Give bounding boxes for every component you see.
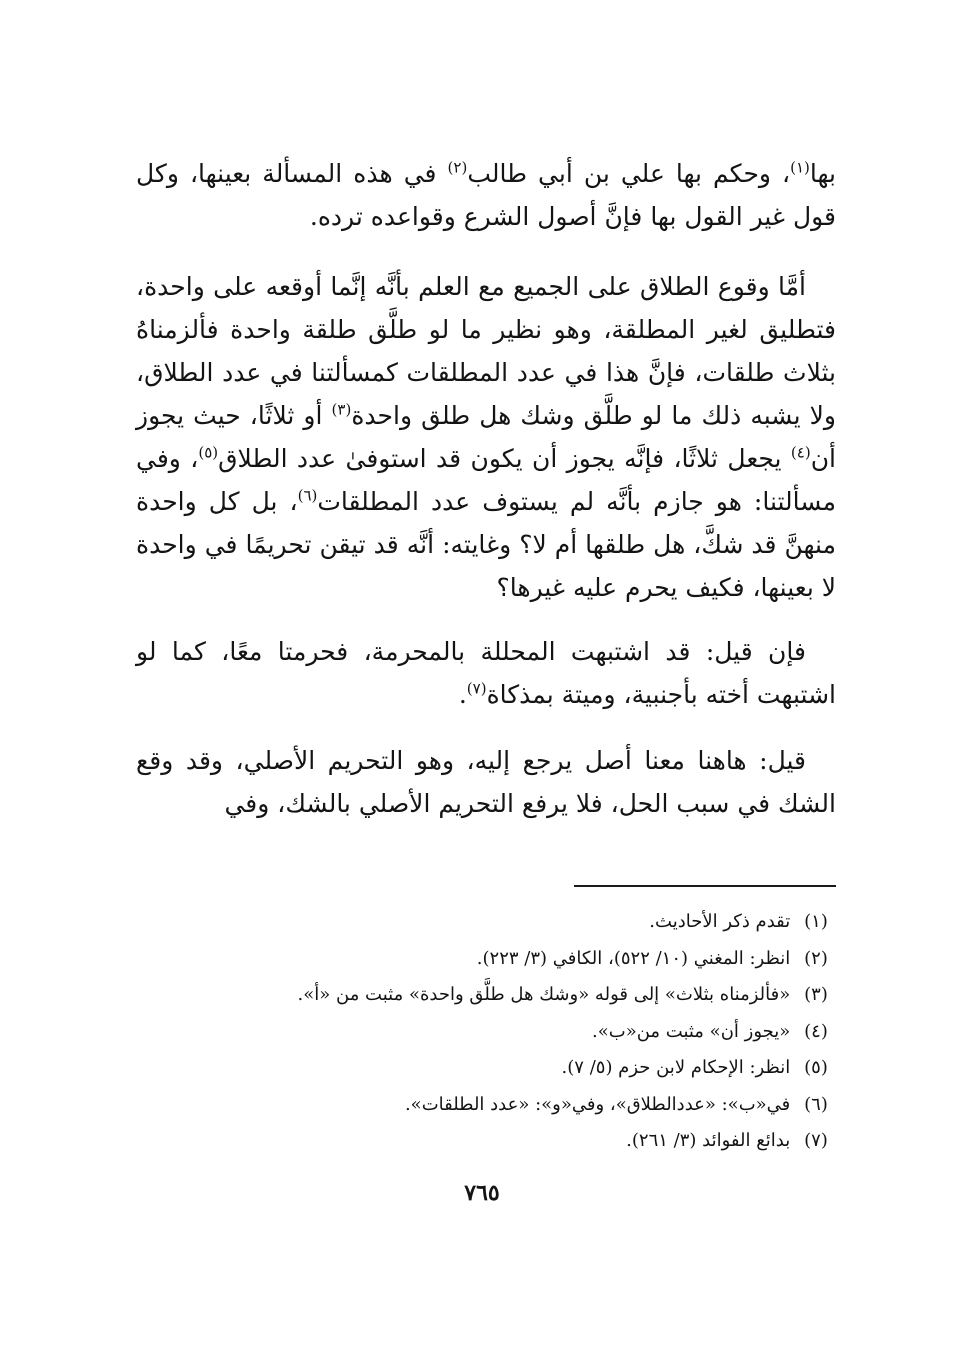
footnote-text: انظر: المغني (١٠/ ٥٢٢)، الكافي (٣/ ٢٢٣). bbox=[476, 947, 791, 969]
footnote-marker: (٦) bbox=[297, 486, 318, 505]
footnote-marker: (٧) bbox=[466, 679, 487, 698]
body-text-run: بها bbox=[809, 159, 836, 188]
footnote-text: «فألزمناه بثلاث» إلى قوله «وشك هل طلَّق واحدة» مثبت من «أ». bbox=[297, 984, 791, 1005]
footnote-item bbox=[136, 1050, 836, 1087]
page-body bbox=[136, 152, 836, 825]
footnote-text: بدائع الفوائد (٣/ ٢٦١). bbox=[626, 1130, 791, 1151]
footnote-text: في«ب»: «عددالطلاق»، وفي«و»: «عدد الطلقات». bbox=[404, 1093, 791, 1115]
footnote-item bbox=[136, 1087, 836, 1124]
body-text-run: يجعل ثلاثًا، فإنَّه يجوز أن يكون قد استوفىٰ عدد الطلاق bbox=[218, 444, 791, 473]
body-text-run: أمَّا وقوع الطلاق على الجميع مع العلم بأنَّه إنَّما أوقعه على واحدة، فتطليق لغير المطلقة، وهو نظير ما لو طلَّق طلقة واحدة فألزمناهُ بثلاث طلقات، فإنَّ هذا في عدد المطلقات كمسألتنا في عدد الطلاق، ولا يشبه ذلك ما لو طلَّق وشك هل طلق واحدة bbox=[136, 272, 836, 430]
footnote-text: «يجوز أن» مثبت من«ب». bbox=[592, 1020, 791, 1042]
body-paragraph bbox=[136, 630, 836, 716]
footnote-marker: (٣) bbox=[331, 400, 352, 419]
footnote-marker: (٤) bbox=[790, 443, 811, 462]
body-text-run: ، وفي مسألتنا: هو جازم بأنَّه لم يستوف عدد المطلقات bbox=[136, 444, 836, 516]
body-text-run: ، بل كل واحدة منهنَّ قد شكَّ، هل طلقها أم لا؟ وغايته: أنَّه قد تيقن تحريمًا في واحدة لا بعينها، فكيف يحرم عليه غيرها؟ bbox=[136, 487, 836, 602]
footnote-marker: (٢) bbox=[447, 158, 468, 177]
footnote-item bbox=[136, 941, 836, 978]
body-text-run: . bbox=[458, 680, 467, 709]
footnote-marker: (١) bbox=[790, 158, 810, 177]
body-paragraph bbox=[136, 152, 836, 238]
footnote-number: (٢) bbox=[804, 947, 828, 969]
footnote-number: (٥) bbox=[804, 1057, 828, 1078]
footnote-item bbox=[136, 1014, 836, 1051]
footnote-number: (١) bbox=[804, 911, 828, 932]
footnote-divider bbox=[574, 885, 836, 887]
footnote-item bbox=[136, 977, 836, 1014]
footnote-number: (٤) bbox=[804, 1020, 828, 1042]
body-paragraph bbox=[136, 265, 836, 609]
page-number: ٧٦٥ bbox=[464, 1180, 500, 1206]
footnote-number: (٣) bbox=[804, 984, 828, 1005]
footnote-number: (٧) bbox=[804, 1130, 828, 1151]
footnote-item bbox=[136, 904, 836, 941]
body-text-run: فإن قيل: قد اشتبهت المحللة بالمحرمة، فحرمتا معًا، كما لو اشتبهت أخته بأجنبية، وميتة بمذكاة bbox=[136, 637, 836, 709]
footnote-number: (٦) bbox=[804, 1093, 828, 1115]
footnotes-list bbox=[136, 904, 836, 1160]
body-text-run: في هذه المسألة بعينها، وكل قول غير القول بها فإنَّ أصول الشرع وقواعده ترده. bbox=[136, 159, 836, 231]
footnote-text: انظر: الإحكام لابن حزم (٥/ ٧). bbox=[561, 1057, 791, 1078]
body-text-run: قيل: هاهنا معنا أصل يرجع إليه، وهو التحريم الأصلي، وقد وقع الشك في سبب الحل، فلا يرفع التحريم الأصلي بالشك، وفي bbox=[136, 746, 836, 818]
body-text-run: أو ثلاثًا، حيث يجوز أن bbox=[136, 401, 836, 473]
body-text-run: ، وحكم بها علي بن أبي طالب bbox=[467, 159, 791, 188]
footnote-item bbox=[136, 1123, 836, 1160]
body-paragraph bbox=[136, 739, 836, 825]
footnote-marker: (٥) bbox=[198, 443, 219, 462]
footnote-text: تقدم ذكر الأحاديث. bbox=[649, 911, 791, 932]
